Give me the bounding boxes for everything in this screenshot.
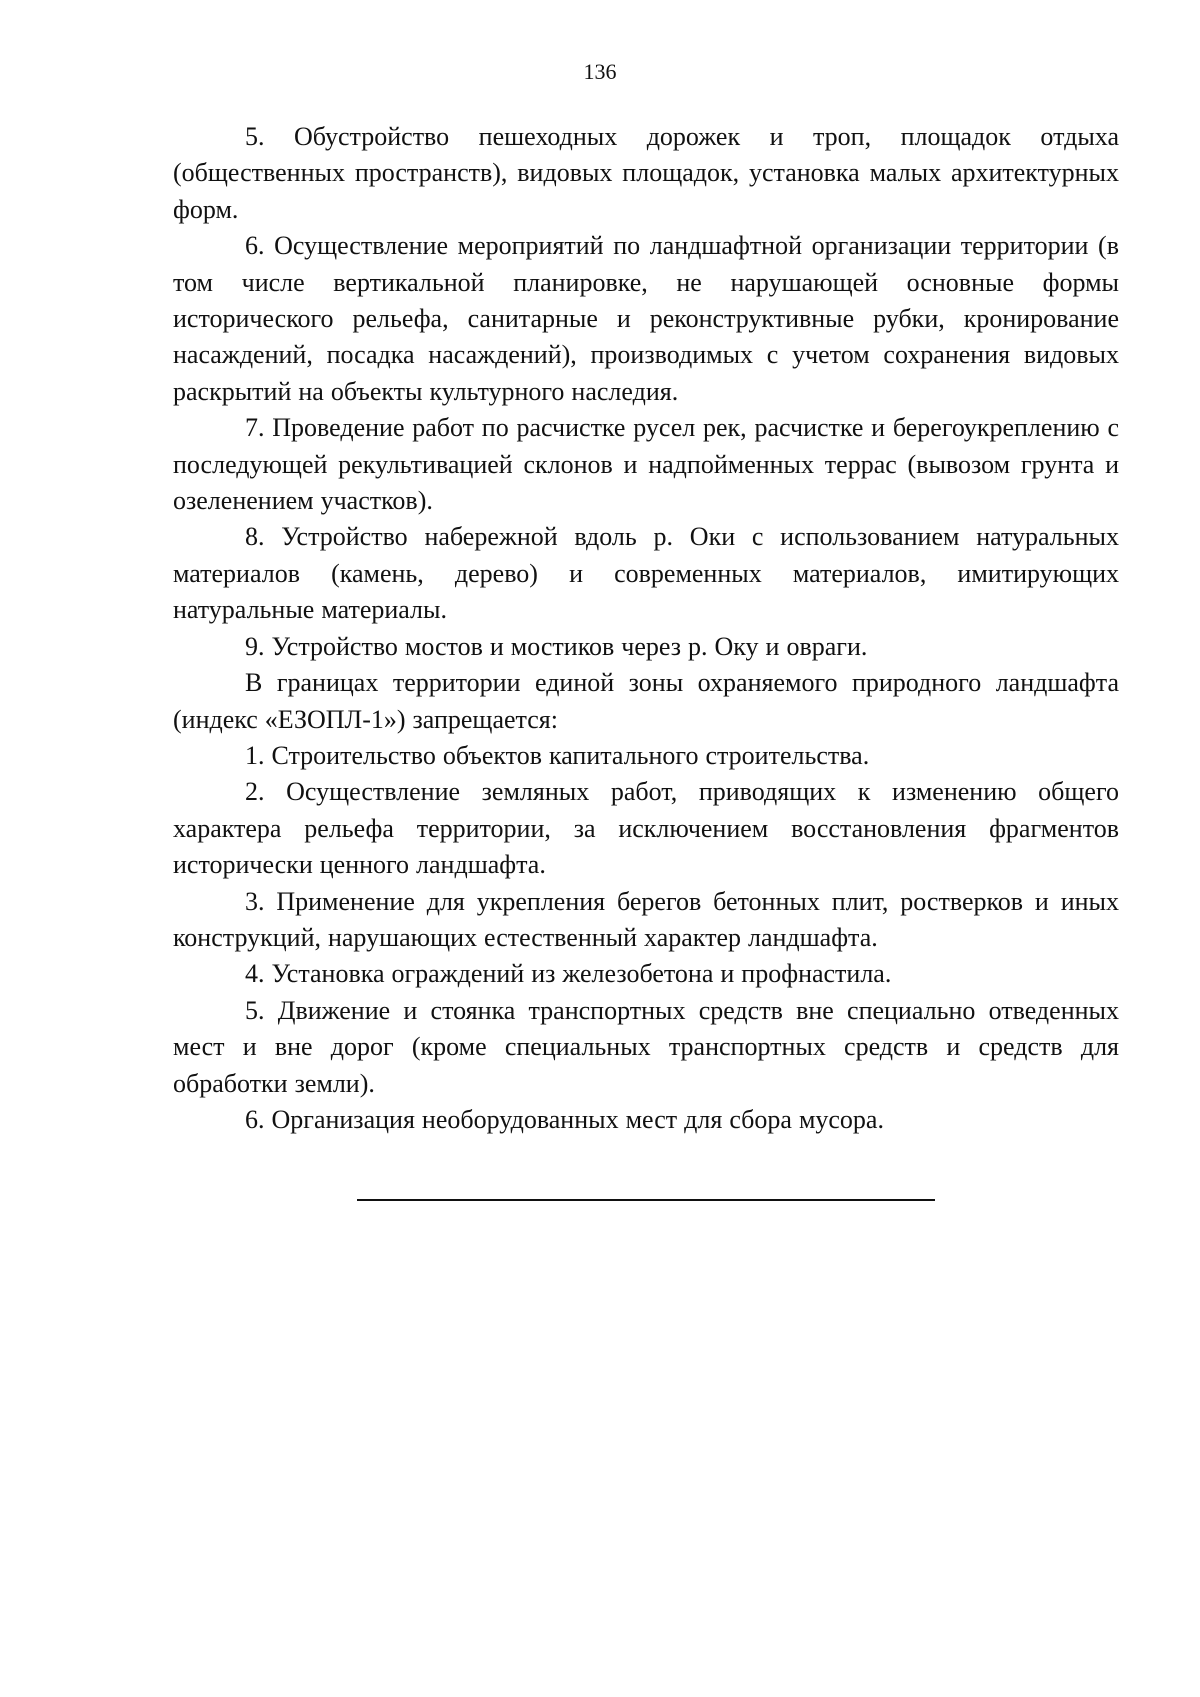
paragraph-item-7-river-clearing: 7. Проведение работ по расчистке русел рек, расчистке и берегоукреплению с последующей рекультивацией склонов и надпойменных террас (вывозом грунта и озеленением участков). — [173, 413, 1119, 516]
paragraph-item-5-footpaths: 5. Обустройство пешеходных дорожек и троп, площадок отдыха (общественных пространств), видовых площадок, установка малых архитектурных форм. — [173, 122, 1119, 224]
paragraph-item-8-embankment: 8. Устройство набережной вдоль р. Оки с использованием натуральных материалов (камень, дерево) и современных материалов, имитирующих натуральные материалы. — [173, 522, 1119, 625]
paragraph-item-9-bridges: 9. Устройство мостов и мостиков через р. Оку и овраги. — [245, 631, 868, 661]
paragraph-prohibition-4: 4. Установка ограждений из железобетона и профнастила. — [245, 959, 892, 989]
paragraph-prohibition-5: 5. Движение и стоянка транспортных средств вне специально отведенных мест и вне дорог (кроме специальных транспортных средств и средств для обработки земли). — [173, 995, 1119, 1098]
document-body — [173, 119, 1119, 1138]
paragraph-prohibition-3: 3. Применение для укрепления берегов бетонных плит, ростверков и иных конструкций, нарушающих естественный характер ландшафта. — [173, 886, 1119, 952]
paragraph-zone-prohibitions-intro: В границах территории единой зоны охраняемого природного ландшафта (индекс «ЕЗОПЛ-1») запрещается: — [173, 668, 1119, 734]
end-divider-line — [357, 1199, 935, 1201]
paragraph-prohibition-2: 2. Осуществление земляных работ, приводящих к изменению общего характера рельефа территории, за исключением восстановления фрагментов исторически ценного ландшафта. — [173, 777, 1119, 880]
paragraph-item-6-landscape-organization: 6. Осуществление мероприятий по ландшафтной организации территории (в том числе вертикальной планировке, не нарушающей основные формы исторического рельефа, санитарные и реконструктивные рубки, кронирование насаждений, посадка насаждений), производимых с учетом сохранения видовых раскрытий на объекты культурного наследия. — [173, 231, 1119, 406]
page-number: 136 — [583, 59, 617, 84]
paragraph-prohibition-1: 1. Строительство объектов капитального строительства. — [245, 740, 870, 770]
paragraph-prohibition-6: 6. Организация необорудованных мест для сбора мусора. — [245, 1104, 884, 1134]
